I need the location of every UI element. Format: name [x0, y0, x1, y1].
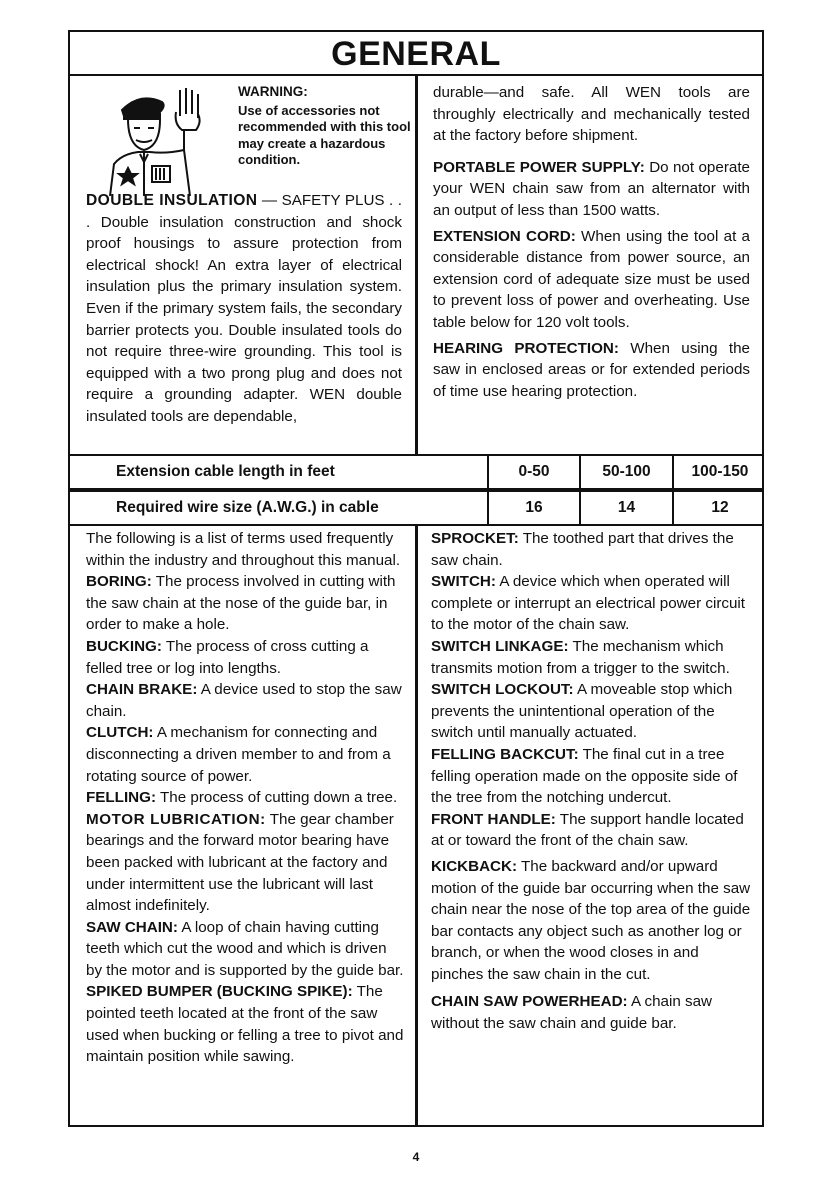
glossary-definition: The process of cross cutting a felled tree or log into lengths. [86, 637, 369, 677]
double-insulation-term: DOUBLE INSULATION [86, 192, 258, 209]
glossary-item [431, 679, 751, 744]
glossary-right-column [431, 528, 751, 1035]
glossary-definition: The gear chamber bearings and the forward motor bearing have been packed with lubricant at the factory and under intermittent use the lubricant will last almost indefinitely. [86, 810, 394, 915]
table-cell: 14 [581, 492, 674, 524]
glossary-term: BUCKING: [86, 637, 162, 655]
glossary-item [86, 981, 404, 1067]
table-cell: 100-150 [691, 463, 749, 480]
glossary-item [431, 809, 751, 852]
portable-power-paragraph [433, 157, 750, 222]
glossary-definition: A device which when operated will complete or interrupt an electrical power circuit to the motor of the chain saw. [431, 573, 746, 634]
warning-body: Use of accessories not recommended with this tool may create a hazardous condition. [238, 102, 411, 168]
divider-lower [415, 524, 418, 1126]
glossary-item [86, 917, 404, 982]
hearing-protection-text: When using the saw in enclosed areas or for extended periods of time use hearing protection. [433, 339, 750, 400]
glossary-definition: A mechanism for connecting and disconnecting a driven member to and from a rotating source of power. [86, 724, 391, 785]
glossary-term: BORING: [86, 573, 152, 591]
extension-cord-paragraph [433, 226, 750, 334]
table-row-label: Required wire size (A.W.G.) in cable [70, 492, 489, 524]
table-cell: 12 [711, 499, 729, 516]
glossary-term: SPROCKET: [431, 530, 519, 547]
glossary-definition: A device used to stop the saw chain. [86, 681, 402, 720]
glossary-item [86, 722, 404, 787]
glossary-item [431, 528, 751, 571]
glossary-item [431, 856, 751, 986]
page-number: 4 [412, 1150, 420, 1164]
glossary-term: FELLING BACKCUT: [431, 745, 579, 763]
page-title: GENERAL [70, 32, 762, 76]
glossary-definition: The support handle located at or toward the front of the chain saw. [431, 810, 744, 850]
portable-power-term: PORTABLE POWER SUPPLY: [433, 158, 645, 176]
glossary-left-column [86, 528, 404, 1068]
glossary-definition: The toothed part that drives the saw chain. [431, 530, 734, 569]
glossary-term: SWITCH LINKAGE: [431, 637, 569, 655]
glossary-item [431, 571, 751, 636]
glossary-term: MOTOR LUBRICATION: [86, 810, 266, 828]
glossary-item [86, 679, 404, 722]
table-row [70, 454, 762, 488]
glossary-definition: The process involved in cutting with the saw chain at the nose of the guide bar, in order to make a hole. [86, 573, 396, 634]
hearing-protection-term: HEARING PROTECTION: [433, 339, 619, 357]
extension-cord-text: When using the tool at a considerable distance from power source, an extension cord of adequate size must be used to prevent loss of power and overheating. Use table below for 120 volt tools. [433, 227, 750, 331]
table-cell: 0-50 [489, 456, 581, 488]
warning-text [238, 84, 438, 169]
table-row [70, 490, 762, 526]
glossary-item [431, 991, 751, 1034]
police-officer-illustration [100, 84, 220, 196]
glossary-definition: The backward and/or upward motion of the guide bar occurring when the saw chain near the nose of the top area of the guide bar contacts any object such as another log or branch, or when the wood closes in and pinches the saw chain in the cut. [431, 857, 751, 983]
glossary-item [86, 636, 404, 679]
glossary-definition: A chain saw without the saw chain and guide bar. [431, 993, 713, 1033]
page-frame [68, 30, 764, 1127]
table-row-label: Extension cable length in feet [70, 456, 489, 488]
warning-heading: WARNING: [238, 84, 308, 99]
double-insulation-text: — SAFETY PLUS . . . Double insulation construction and shock proof housings to assure protection from electrical shock! An extra layer of electrical insulation plus the primary insulation system. Even if the primary system fails, the secondary barrier protects you. Double insulated tools do not require three-wire grounding. This tool is equipped with a two prong plug and does not require a grounding adapter. WEN double insulated tools are dependable, [86, 192, 402, 425]
glossary-definition: A moveable stop which prevents the unintentional operation of the switch until manually actuated. [431, 681, 733, 742]
glossary-definition: The process of cutting down a tree. [156, 789, 398, 807]
glossary-term: SWITCH LOCKOUT: [431, 681, 574, 699]
table-cell: 50-100 [581, 456, 674, 488]
glossary-term: SWITCH: [431, 573, 496, 591]
glossary-definition: The pointed teeth located at the front of the saw used when bucking or felling a tree to pivot and maintain position while sawing. [86, 983, 404, 1066]
glossary-term: CHAIN BRAKE: [86, 681, 198, 699]
double-insulation-paragraph [86, 190, 402, 428]
glossary-term: FELLING: [86, 789, 157, 807]
glossary-term: CLUTCH: [86, 724, 154, 742]
glossary-term: KICKBACK: [431, 857, 518, 875]
glossary-intro: The following is a list of terms used frequently within the industry and throughout this manual. [86, 530, 401, 569]
safety-continuation: durable—and safe. All WEN tools are throughly electrically and mechanically tested at the factory before shipment. [433, 84, 750, 145]
glossary-term: SPIKED BUMPER (BUCKING SPIKE): [86, 983, 353, 1001]
glossary-item [86, 809, 404, 917]
table-cell: 16 [489, 492, 581, 524]
glossary-item [431, 636, 751, 679]
glossary-item [86, 787, 404, 809]
glossary-definition: A loop of chain having cutting teeth which cut the wood and which is driven by the motor and is supported by the guide bar. [86, 918, 404, 979]
portable-power-text: Do not operate your WEN chain saw from an alternator with an output of less than 1500 watts. [433, 158, 750, 219]
glossary-term: SAW CHAIN: [86, 918, 178, 936]
hearing-protection-paragraph [433, 338, 750, 403]
glossary-definition: The final cut in a tree felling operation made on the opposite side of the tree from the notching undercut. [431, 745, 738, 807]
glossary-item [431, 744, 751, 809]
glossary-term: CHAIN SAW POWERHEAD: [431, 993, 628, 1011]
glossary-item [86, 571, 404, 636]
right-top-column [433, 82, 750, 402]
glossary-term: FRONT HANDLE: [431, 810, 556, 828]
extension-cord-term: EXTENSION CORD: [433, 227, 576, 245]
glossary-definition: The mechanism which transmits motion from a trigger to the switch. [431, 637, 730, 677]
table-row-separator [70, 488, 762, 491]
